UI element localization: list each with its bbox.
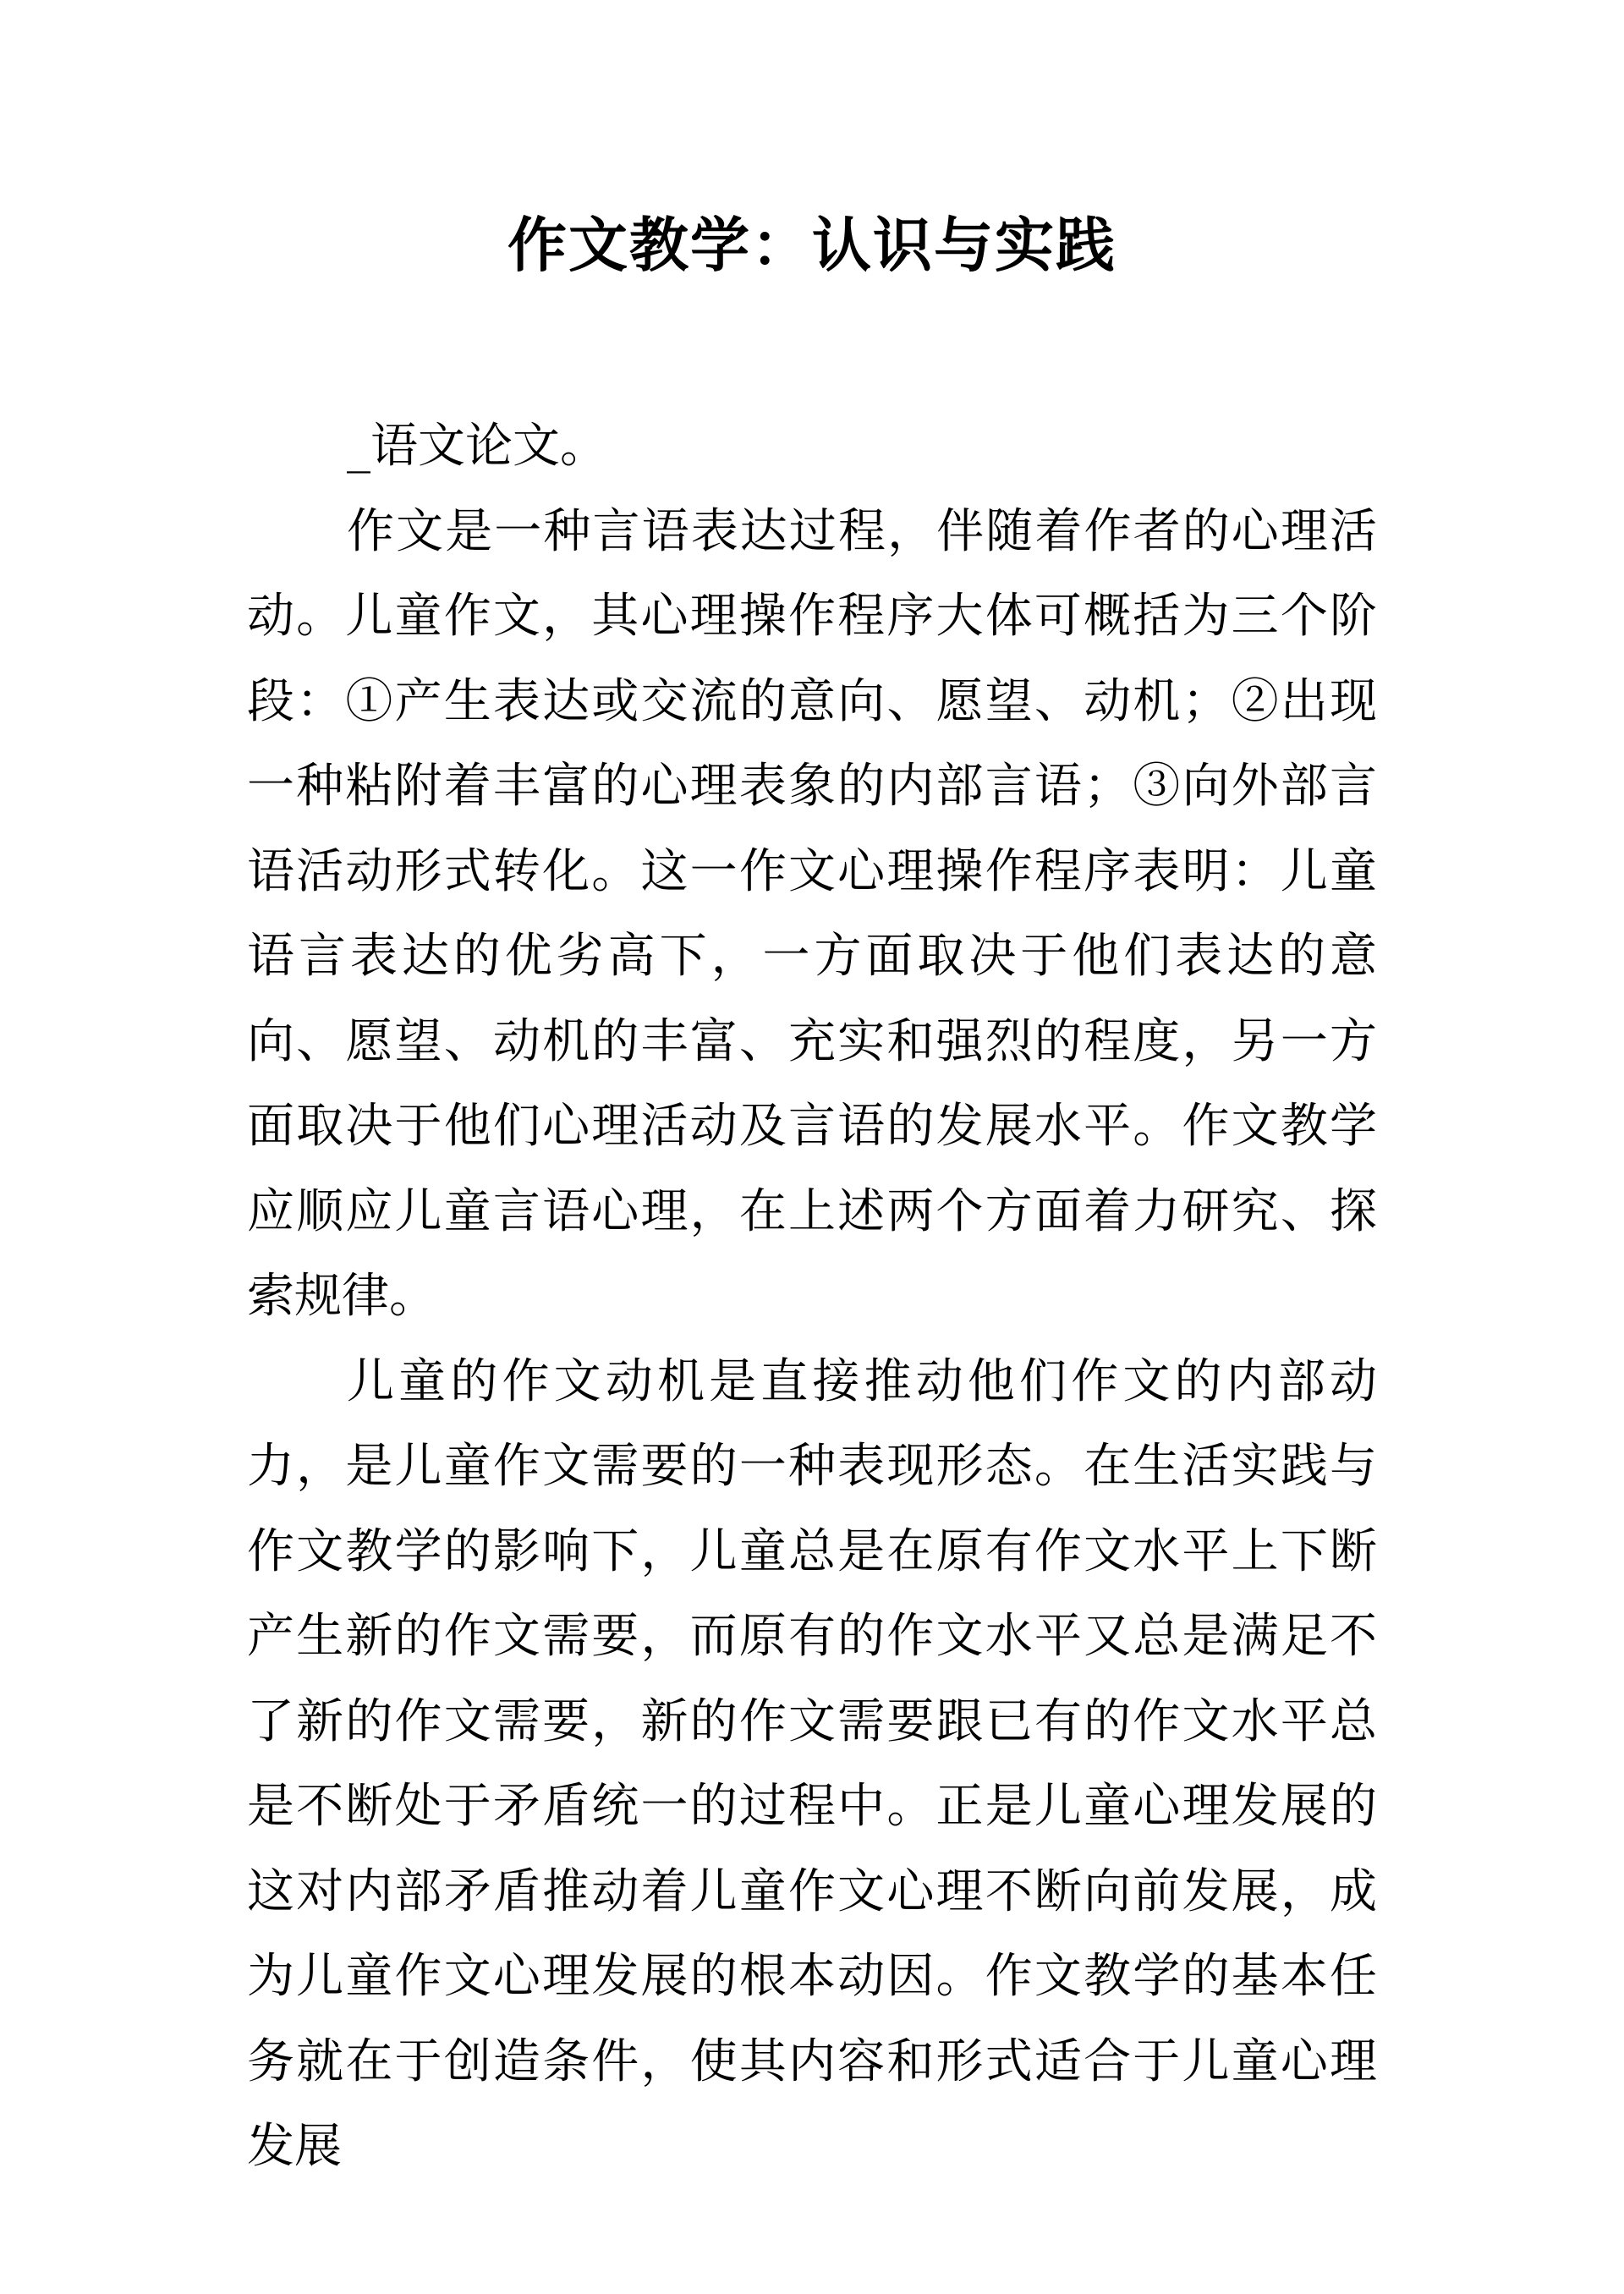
paragraph-1: 作文是一种言语表达过程，伴随着作者的心理活动。儿童作文，其心理操作程序大体可概括为三个阶段：①产生表达或交流的意向、愿望、动机；②出现一种粘附着丰富的心理表象的内部言语；③向外部言语活动形式转化。这一作文心理操作程序表明：儿童语言表达的优劣高下，一方面取决于他们表达的意向、愿望、动机的丰富、充实和强烈的程度，另一方面取决于他们心理活动及言语的发展水平。作文教学应顺应儿童言语心理，在上述两个方面着力研究、探索规律。 — [247, 503, 1377, 1324]
paragraph-category: _语文论文。 — [347, 419, 607, 474]
paragraph-2: 儿童的作文动机是直接推动他们作文的内部动力，是儿童作文需要的一种表现形态。在生活实践与作文教学的影响下，儿童总是在原有作文水平上下断产生新的作文需要，而原有的作文水平又总是满足不了新的作文需要，新的作文需要跟已有的作文水平总是不断处于矛盾统一的过程中。正是儿童心理发展的这对内部矛盾推动着儿童作文心理不断向前发展，成为儿童作文心理发展的根本动因。作文教学的基本任务就在于创造条件，使其内容和形式适合于儿童心理发展 — [247, 1353, 1377, 2174]
document-body — [247, 404, 1377, 2190]
document-title: 作文教学：认识与实践 — [508, 211, 1116, 280]
